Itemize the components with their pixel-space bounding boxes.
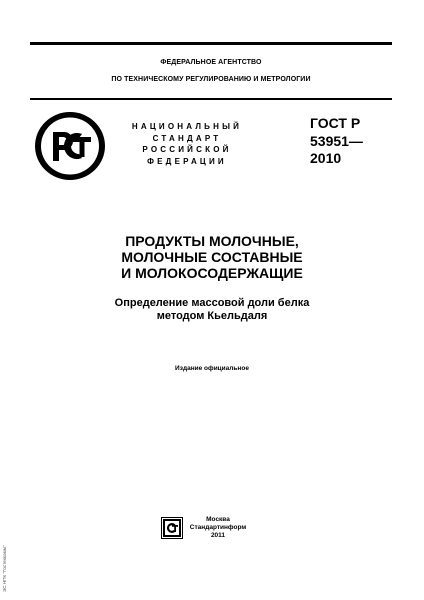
title-line: ПРОДУКТЫ МОЛОЧНЫЕ,	[125, 233, 299, 249]
pct-certification-mark-icon	[33, 110, 107, 182]
standard-designation	[310, 115, 363, 168]
edition-label: Издание официальное	[175, 365, 249, 372]
standartinform-publisher-logo-icon	[161, 517, 183, 539]
agency-name-line-1: ФЕДЕРАЛЬНОЕ АГЕНТСТВО	[160, 59, 262, 66]
publisher-imprint	[187, 516, 249, 539]
national-standard-line: СТАНДАРТ	[152, 133, 222, 143]
designation-line: 2010	[310, 150, 342, 166]
side-watermark-note: ЭС НПК "Гостехкомм"	[2, 545, 7, 592]
publisher-city: Москва	[206, 516, 230, 523]
document-subtitle	[40, 297, 384, 323]
national-standard-line: ФЕДЕРАЦИИ	[147, 156, 227, 166]
designation-line: 53951—	[310, 132, 363, 149]
title-line: МОЛОЧНЫЕ СОСТАВНЫЕ	[121, 249, 303, 265]
subtitle-line: методом Кьельдаля	[156, 310, 268, 322]
national-standard-line: РОССИЙСКОЙ	[142, 145, 232, 154]
subtitle-line: Определение массовой доли белка	[114, 297, 310, 309]
title-line: И МОЛОКОСОДЕРЖАЩИЕ	[121, 265, 303, 281]
designation-line: ГОСТ Р	[310, 115, 361, 131]
national-standard-line: НАЦИОНАЛЬНЫЙ	[131, 122, 243, 131]
document-title	[40, 233, 384, 281]
publisher-name: Стандартинформ	[189, 523, 247, 531]
national-standard-label	[112, 121, 262, 167]
agency-name-line-2: ПО ТЕХНИЧЕСКОМУ РЕГУЛИРОВАНИЮ И МЕТРОЛОГИИ	[111, 76, 311, 83]
top-rule	[30, 42, 392, 45]
header-rule	[30, 98, 392, 100]
publication-year: 2011	[210, 531, 226, 539]
